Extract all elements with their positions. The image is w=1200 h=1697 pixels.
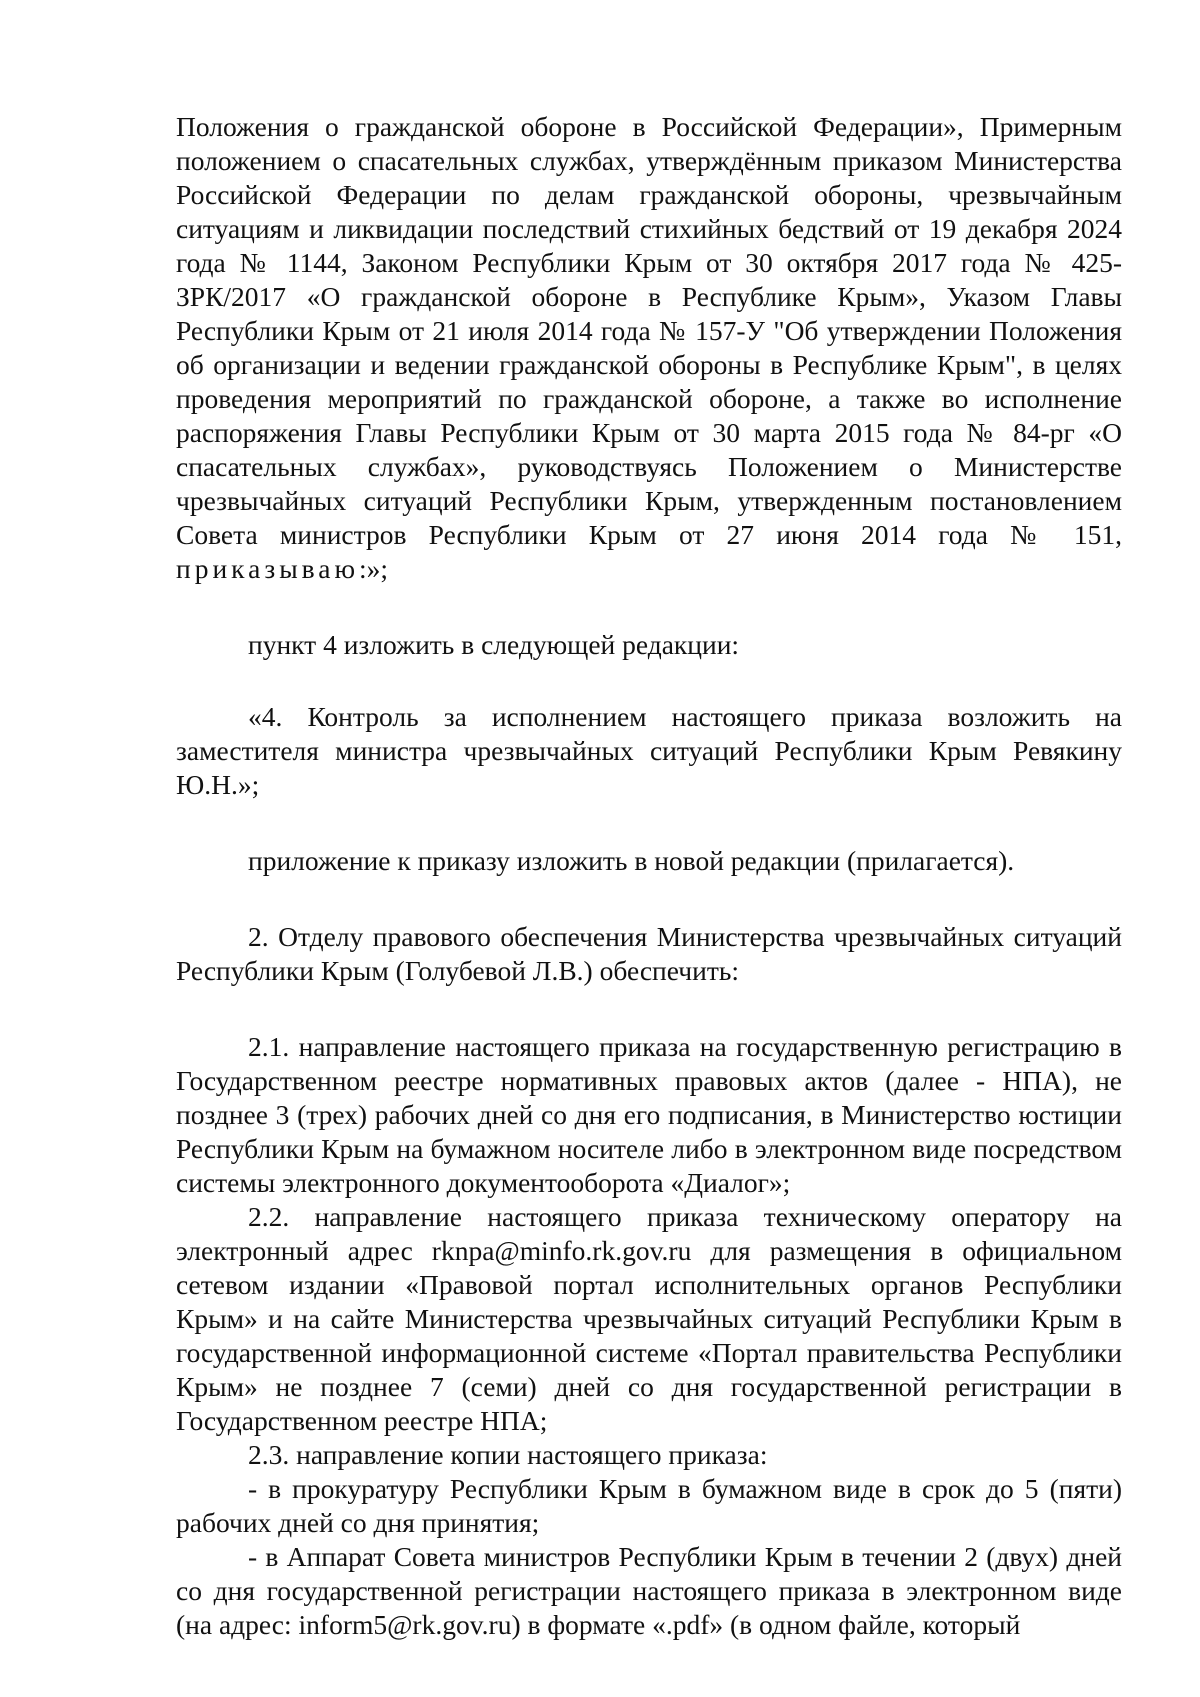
paragraph-2-3: 2.3. направление копии настоящего приказа: (248, 1439, 768, 1470)
paragraph-appendix: приложение к приказу изложить в новой редакции (прилагается). (248, 845, 1015, 876)
paragraph-prosecutor: - в прокуратуру Республики Крым в бумажном виде в срок до 5 (пяти) рабочих дней со дня принятия; (176, 1473, 1122, 1538)
paragraph-point-4-intro: пункт 4 изложить в следующей редакции: (248, 629, 740, 660)
paragraph-2-1: 2.1. направление настоящего приказа на государственную регистрацию в Государственном реестре нормативных правовых актов (далее - НПА), не позднее 3 (трех) рабочих дней со дня его подписания, в Министерство юстиции Республики Крым на бумажном носителе либо в электронном виде посредством системы электронного документооборота «Диалог»; (176, 1031, 1122, 1198)
document-page (176, 110, 1122, 1642)
preamble-text: Положения о гражданской обороне в Российской Федерации», Примерным положением о спасательных службах, утверждённым приказом Министерства Российской Федерации по делам гражданской обороны, чрезвычайным ситуациям и ликвидации последствий стихийных бедствий от 19 декабря 2024 года № 1144, Законом Республики Крым от 30 октября 2017 года № 425-ЗРК/2017 «О гражданской обороне в Республике Крым», Указом Главы Республики Крым от 21 июля 2014 года № 157-У "Об утверждении Положения об организации и ведении гражданской обороны в Республике Крым", в целях проведения мероприятий по гражданской обороне, а также во исполнение распоряжения Главы Республики Крым от 30 марта 2015 года № 84-рг «О спасательных службах», руководствуясь Положением о Министерстве чрезвычайных ситуаций Республики Крым, утвержденным постановлением Совета министров Республики Крым от 27 июня 2014 года № 151, (176, 111, 1122, 550)
order-word: приказываю (176, 553, 360, 584)
paragraph-section-2: 2. Отделу правового обеспечения Министерства чрезвычайных ситуаций Республики Крым (Голубевой Л.В.) обеспечить: (176, 921, 1122, 986)
paragraph-point-4-text: «4. Контроль за исполнением настоящего приказа возложить на заместителя министра чрезвычайных ситуаций Республики Крым Ревякину Ю.Н.»; (176, 701, 1122, 800)
preamble-tail: :»; (359, 553, 389, 584)
paragraph-council-apparatus: - в Аппарат Совета министров Республики Крым в течении 2 (двух) дней со дня государственной регистрации настоящего приказа в электронном виде (на адрес: inform5@rk.gov.ru) в формате «.pdf» (в одном файле, который (176, 1541, 1122, 1640)
paragraph-2-2: 2.2. направление настоящего приказа техническому оператору на электронный адрес rknpa@minfo.rk.gov.ru для размещения в официальном сетевом издании «Правовой портал исполнительных органов Республики Крым» и на сайте Министерства чрезвычайных ситуаций Республики Крым в государственной информационной системе «Портал правительства Республики Крым» не позднее 7 (семи) дней со дня государственной регистрации в Государственном реестре НПА; (176, 1201, 1122, 1436)
paragraph-preamble (176, 110, 1122, 586)
